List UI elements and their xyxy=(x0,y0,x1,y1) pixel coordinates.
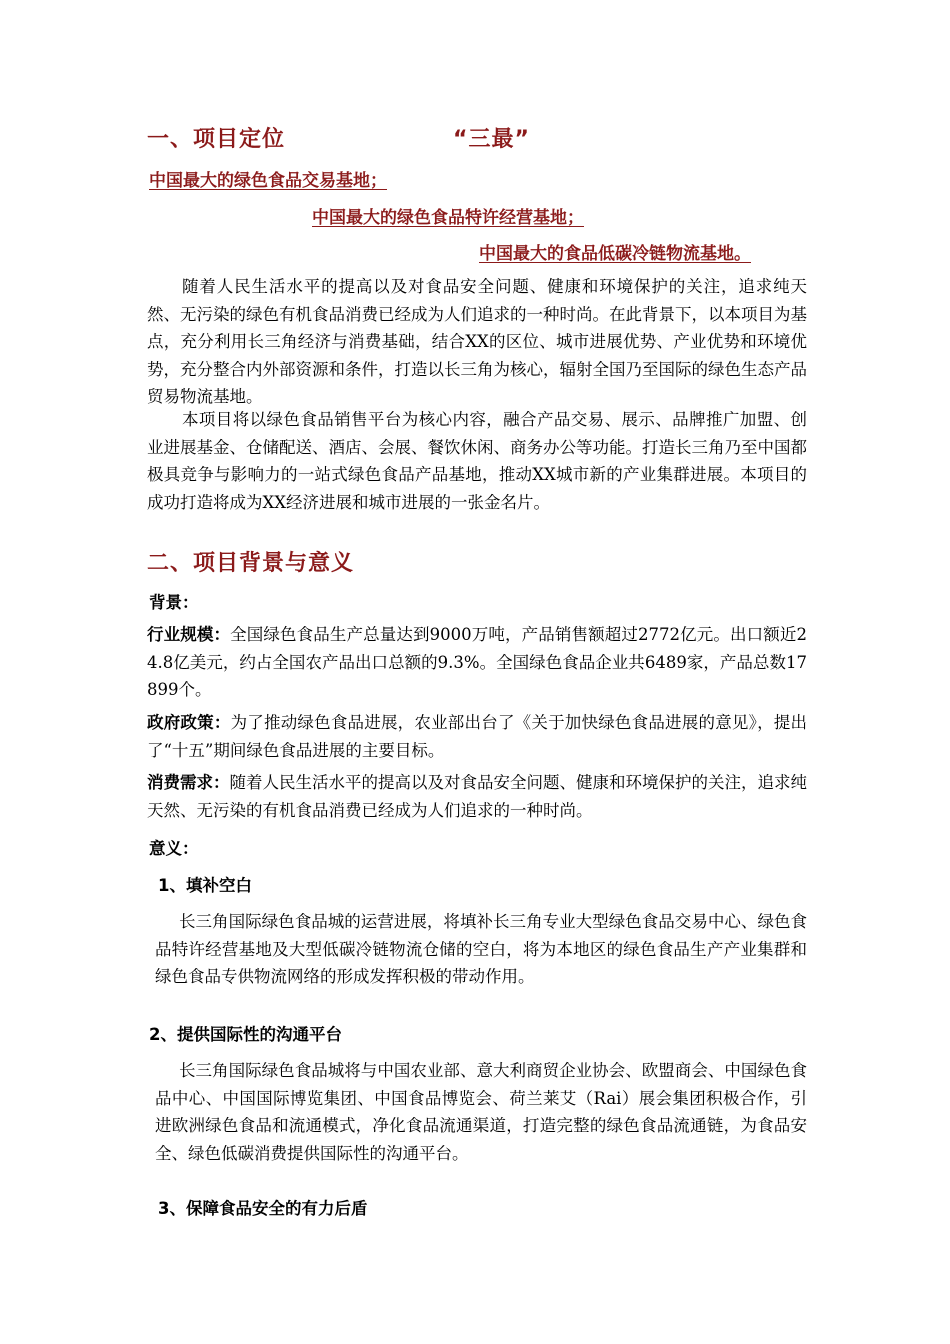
industry-scale-paragraph xyxy=(147,621,807,704)
subsection-1-title: 1、填补空白 xyxy=(158,876,252,895)
positioning-point-2: 中国最大的绿色食品特许经营基地； xyxy=(312,208,584,228)
industry-scale-label: 行业规模： xyxy=(147,625,231,644)
industry-scale-text: 全国绿色食品生产总量达到9000万吨，产品销售额超过2772亿元。出口额近24.8亿美元，约占全国农产品出口总额的9.3%。全国绿色食品企业共6489家，产品总数17899个。 xyxy=(147,625,808,699)
subsection-3-title: 3、保障食品安全的有力后盾 xyxy=(158,1199,368,1218)
subsection-2-text: 长三角国际绿色食品城将与中国农业部、意大利商贸企业协会、欧盟商会、中国绿色食品中心、中国国际博览集团、中国食品博览会、荷兰莱艾（Rai）展会集团积极合作，引进欧洲绿色食品和流通模式，净化食品流通渠道，打造完整的绿色食品流通链，为食品安全、绿色低碳消费提供国际性的沟通平台。 xyxy=(155,1061,807,1163)
positioning-point-3: 中国最大的食品低碳冷链物流基地。 xyxy=(479,244,751,264)
intro-paragraph-2: 本项目将以绿色食品销售平台为核心内容，融合产品交易、展示、品牌推广加盟、创业进展基金、仓储配送、酒店、会展、餐饮休闲、商务办公等功能。打造长三角乃至中国都极具竞争与影响力的一站式绿色食品产品基地，推动XX城市新的产业集群进展。本项目的成功打造将成为XX经济进展和城市进展的一张金名片。 xyxy=(147,410,807,512)
consumer-demand-paragraph xyxy=(147,769,807,824)
section1-heading: 一、项目定位 xyxy=(147,127,286,152)
consumer-demand-text: 随着人民生活水平的提高以及对食品安全问题、健康和环境保护的关注，追求纯天然、无污染的有机食品消费已经成为人们追求的一种时尚。 xyxy=(147,773,807,820)
government-policy-label: 政府政策： xyxy=(147,713,231,732)
background-label: 背景： xyxy=(149,593,199,612)
consumer-demand-label: 消费需求： xyxy=(147,773,230,792)
meaning-label: 意义： xyxy=(149,839,199,858)
subsection-1-text: 长三角国际绿色食品城的运营进展，将填补长三角专业大型绿色食品交易中心、绿色食品特许经营基地及大型低碳冷链物流仓储的空白，将为本地区的绿色食品生产产业集群和绿色食品专供物流网络的形成发挥积极的带动作用。 xyxy=(155,912,807,986)
section1-tagline: “三最” xyxy=(453,127,530,152)
subsection-2-title: 2、提供国际性的沟通平台 xyxy=(149,1025,342,1044)
government-policy-text: 为了推动绿色食品进展，农业部出台了《关于加快绿色食品进展的意见》，提出了“十五”期间绿色食品进展的主要目标。 xyxy=(147,713,808,760)
section2-heading: 二、项目背景与意义 xyxy=(147,551,355,576)
positioning-point-1: 中国最大的绿色食品交易基地； xyxy=(149,171,387,191)
intro-paragraph-1: 随着人民生活水平的提高以及对食品安全问题、健康和环境保护的关注，追求纯天然、无污染的绿色有机食品消费已经成为人们追求的一种时尚。在此背景下，以本项目为基点，充分利用长三角经济与消费基础，结合XX的区位、城市进展优势、产业优势和环境优势，充分整合内外部资源和条件，打造以长三角为核心，辐射全国乃至国际的绿色生态产品贸易物流基地。 xyxy=(147,277,807,406)
government-policy-paragraph xyxy=(147,709,807,764)
